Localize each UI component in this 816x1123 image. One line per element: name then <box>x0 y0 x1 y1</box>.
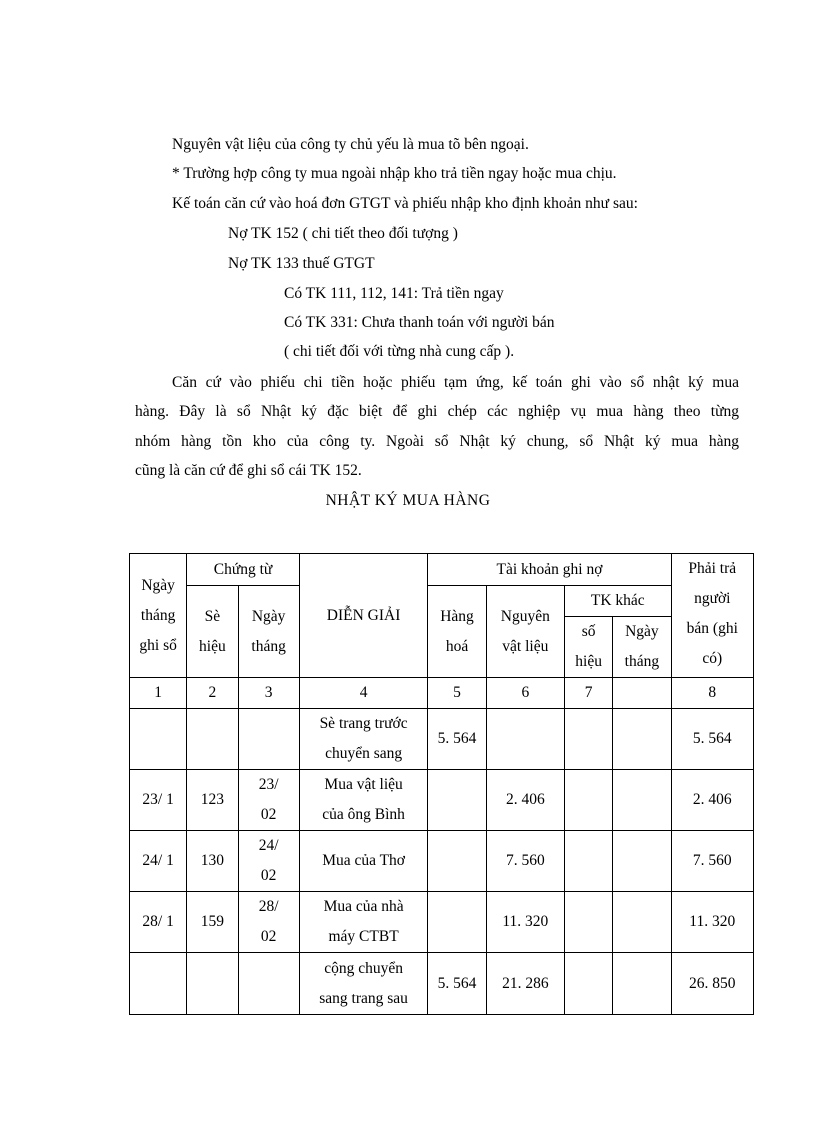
cell-payable: 2. 406 <box>671 770 753 831</box>
cell-description: cộng chuyển sang trang sau <box>299 953 428 1015</box>
cell-other-number <box>565 953 613 1015</box>
header-description: DIỄN GIẢI <box>299 554 428 678</box>
column-number-row <box>130 678 754 709</box>
col-number: 1 <box>130 678 187 709</box>
cell-date: 28/ 1 <box>130 892 187 953</box>
cell-number <box>187 953 238 1015</box>
cell-materials: 21. 286 <box>486 953 564 1015</box>
entry-note: ( chi tiết đối với từng nhà cung cấp ). <box>284 343 515 360</box>
paragraph-case: * Trường hợp công ty mua ngoài nhập kho trả tiền ngay hoặc mua chịu. <box>172 165 617 182</box>
cell-materials: 11. 320 <box>486 892 564 953</box>
table-row-total <box>130 953 754 1015</box>
cell-other-date <box>613 892 671 953</box>
cell-number: 159 <box>187 892 238 953</box>
cell-goods <box>428 831 486 892</box>
body-line-1: Căn cứ vào phiếu chi tiền hoặc phiếu tạm ứng, kế toán ghi vào sổ nhật ký mua <box>172 374 739 391</box>
cell-number: 123 <box>187 770 238 831</box>
cell-description: Sè trang trước chuyển sang <box>299 709 428 770</box>
header-voucher-number: Sè hiệu <box>187 586 238 678</box>
col-number: 2 <box>187 678 238 709</box>
cell-other-number <box>565 770 613 831</box>
header-materials: Nguyên vật liệu <box>486 586 564 678</box>
cell-voucher-date: 23/ 02 <box>238 770 299 831</box>
cell-number <box>187 709 238 770</box>
cell-materials: 7. 560 <box>486 831 564 892</box>
header-other-date: Ngày tháng <box>613 617 671 678</box>
cell-description: Mua của nhà máy CTBT <box>299 892 428 953</box>
cell-goods: 5. 564 <box>428 709 486 770</box>
cell-other-number <box>565 892 613 953</box>
table-row <box>130 831 754 892</box>
cell-materials: 2. 406 <box>486 770 564 831</box>
cell-other-number <box>565 709 613 770</box>
cell-number: 130 <box>187 831 238 892</box>
table-row <box>130 709 754 770</box>
col-number: 6 <box>486 678 564 709</box>
header-voucher: Chứng từ <box>187 554 300 586</box>
cell-voucher-date <box>238 953 299 1015</box>
cell-payable: 26. 850 <box>671 953 753 1015</box>
cell-voucher-date: 24/ 02 <box>238 831 299 892</box>
cell-other-date <box>613 709 671 770</box>
entry-credit-331: Có TK 331: Chưa thanh toán với người bán <box>284 314 555 331</box>
col-number: 3 <box>238 678 299 709</box>
cell-description: Mua của Thơ <box>299 831 428 892</box>
body-line-2: hàng. Đây là sổ Nhật ký đặc biệt để ghi chép các nghiệp vụ mua hàng theo từng <box>135 403 739 420</box>
cell-payable: 7. 560 <box>671 831 753 892</box>
cell-goods <box>428 892 486 953</box>
cell-other-date <box>613 770 671 831</box>
paragraph-source: Nguyên vật liệu của công ty chủ yếu là mua tõ bên ngoại. <box>172 136 529 153</box>
col-number <box>613 678 671 709</box>
header-debit-accounts: Tài khoản ghi nợ <box>428 554 671 586</box>
purchase-journal-table <box>129 553 754 1015</box>
cell-payable: 11. 320 <box>671 892 753 953</box>
cell-date: 23/ 1 <box>130 770 187 831</box>
cell-materials <box>486 709 564 770</box>
cell-other-date <box>613 953 671 1015</box>
table-row <box>130 770 754 831</box>
table-title: NHẬT KÝ MUA HÀNG <box>325 492 491 509</box>
body-line-4: cũng là căn cứ để ghi sổ cái TK 152. <box>135 462 362 479</box>
header-payable: Phải trả người bán (ghi có) <box>671 554 753 678</box>
cell-other-number <box>565 831 613 892</box>
cell-goods: 5. 564 <box>428 953 486 1015</box>
cell-date <box>130 953 187 1015</box>
col-number: 5 <box>428 678 486 709</box>
col-number: 4 <box>299 678 428 709</box>
cell-voucher-date: 28/ 02 <box>238 892 299 953</box>
cell-other-date <box>613 831 671 892</box>
col-number: 8 <box>671 678 753 709</box>
table-row <box>130 892 754 953</box>
cell-payable: 5. 564 <box>671 709 753 770</box>
cell-date: 24/ 1 <box>130 831 187 892</box>
header-voucher-date: Ngày tháng <box>238 586 299 678</box>
header-other-accounts: TK khác <box>565 586 672 617</box>
col-number: 7 <box>565 678 613 709</box>
entry-credit-111: Có TK 111, 112, 141: Trả tiền ngay <box>284 285 504 302</box>
header-date: Ngày tháng ghi sổ <box>130 554 187 678</box>
entry-debit-133: Nợ TK 133 thuế GTGT <box>228 255 375 272</box>
cell-date <box>130 709 187 770</box>
body-line-3: nhóm hàng tồn kho của công ty. Ngoài sổ Nhật ký chung, sổ Nhật ký mua hàng <box>135 433 739 450</box>
header-goods: Hàng hoá <box>428 586 486 678</box>
header-other-number: số hiệu <box>565 617 613 678</box>
cell-goods <box>428 770 486 831</box>
paragraph-accounting: Kế toán căn cứ vào hoá đơn GTGT và phiếu nhập kho định khoản như sau: <box>172 195 638 212</box>
cell-voucher-date <box>238 709 299 770</box>
entry-debit-152: Nợ TK 152 ( chi tiết theo đối tượng ) <box>228 225 458 242</box>
cell-description: Mua vật liệu của ông Bình <box>299 770 428 831</box>
